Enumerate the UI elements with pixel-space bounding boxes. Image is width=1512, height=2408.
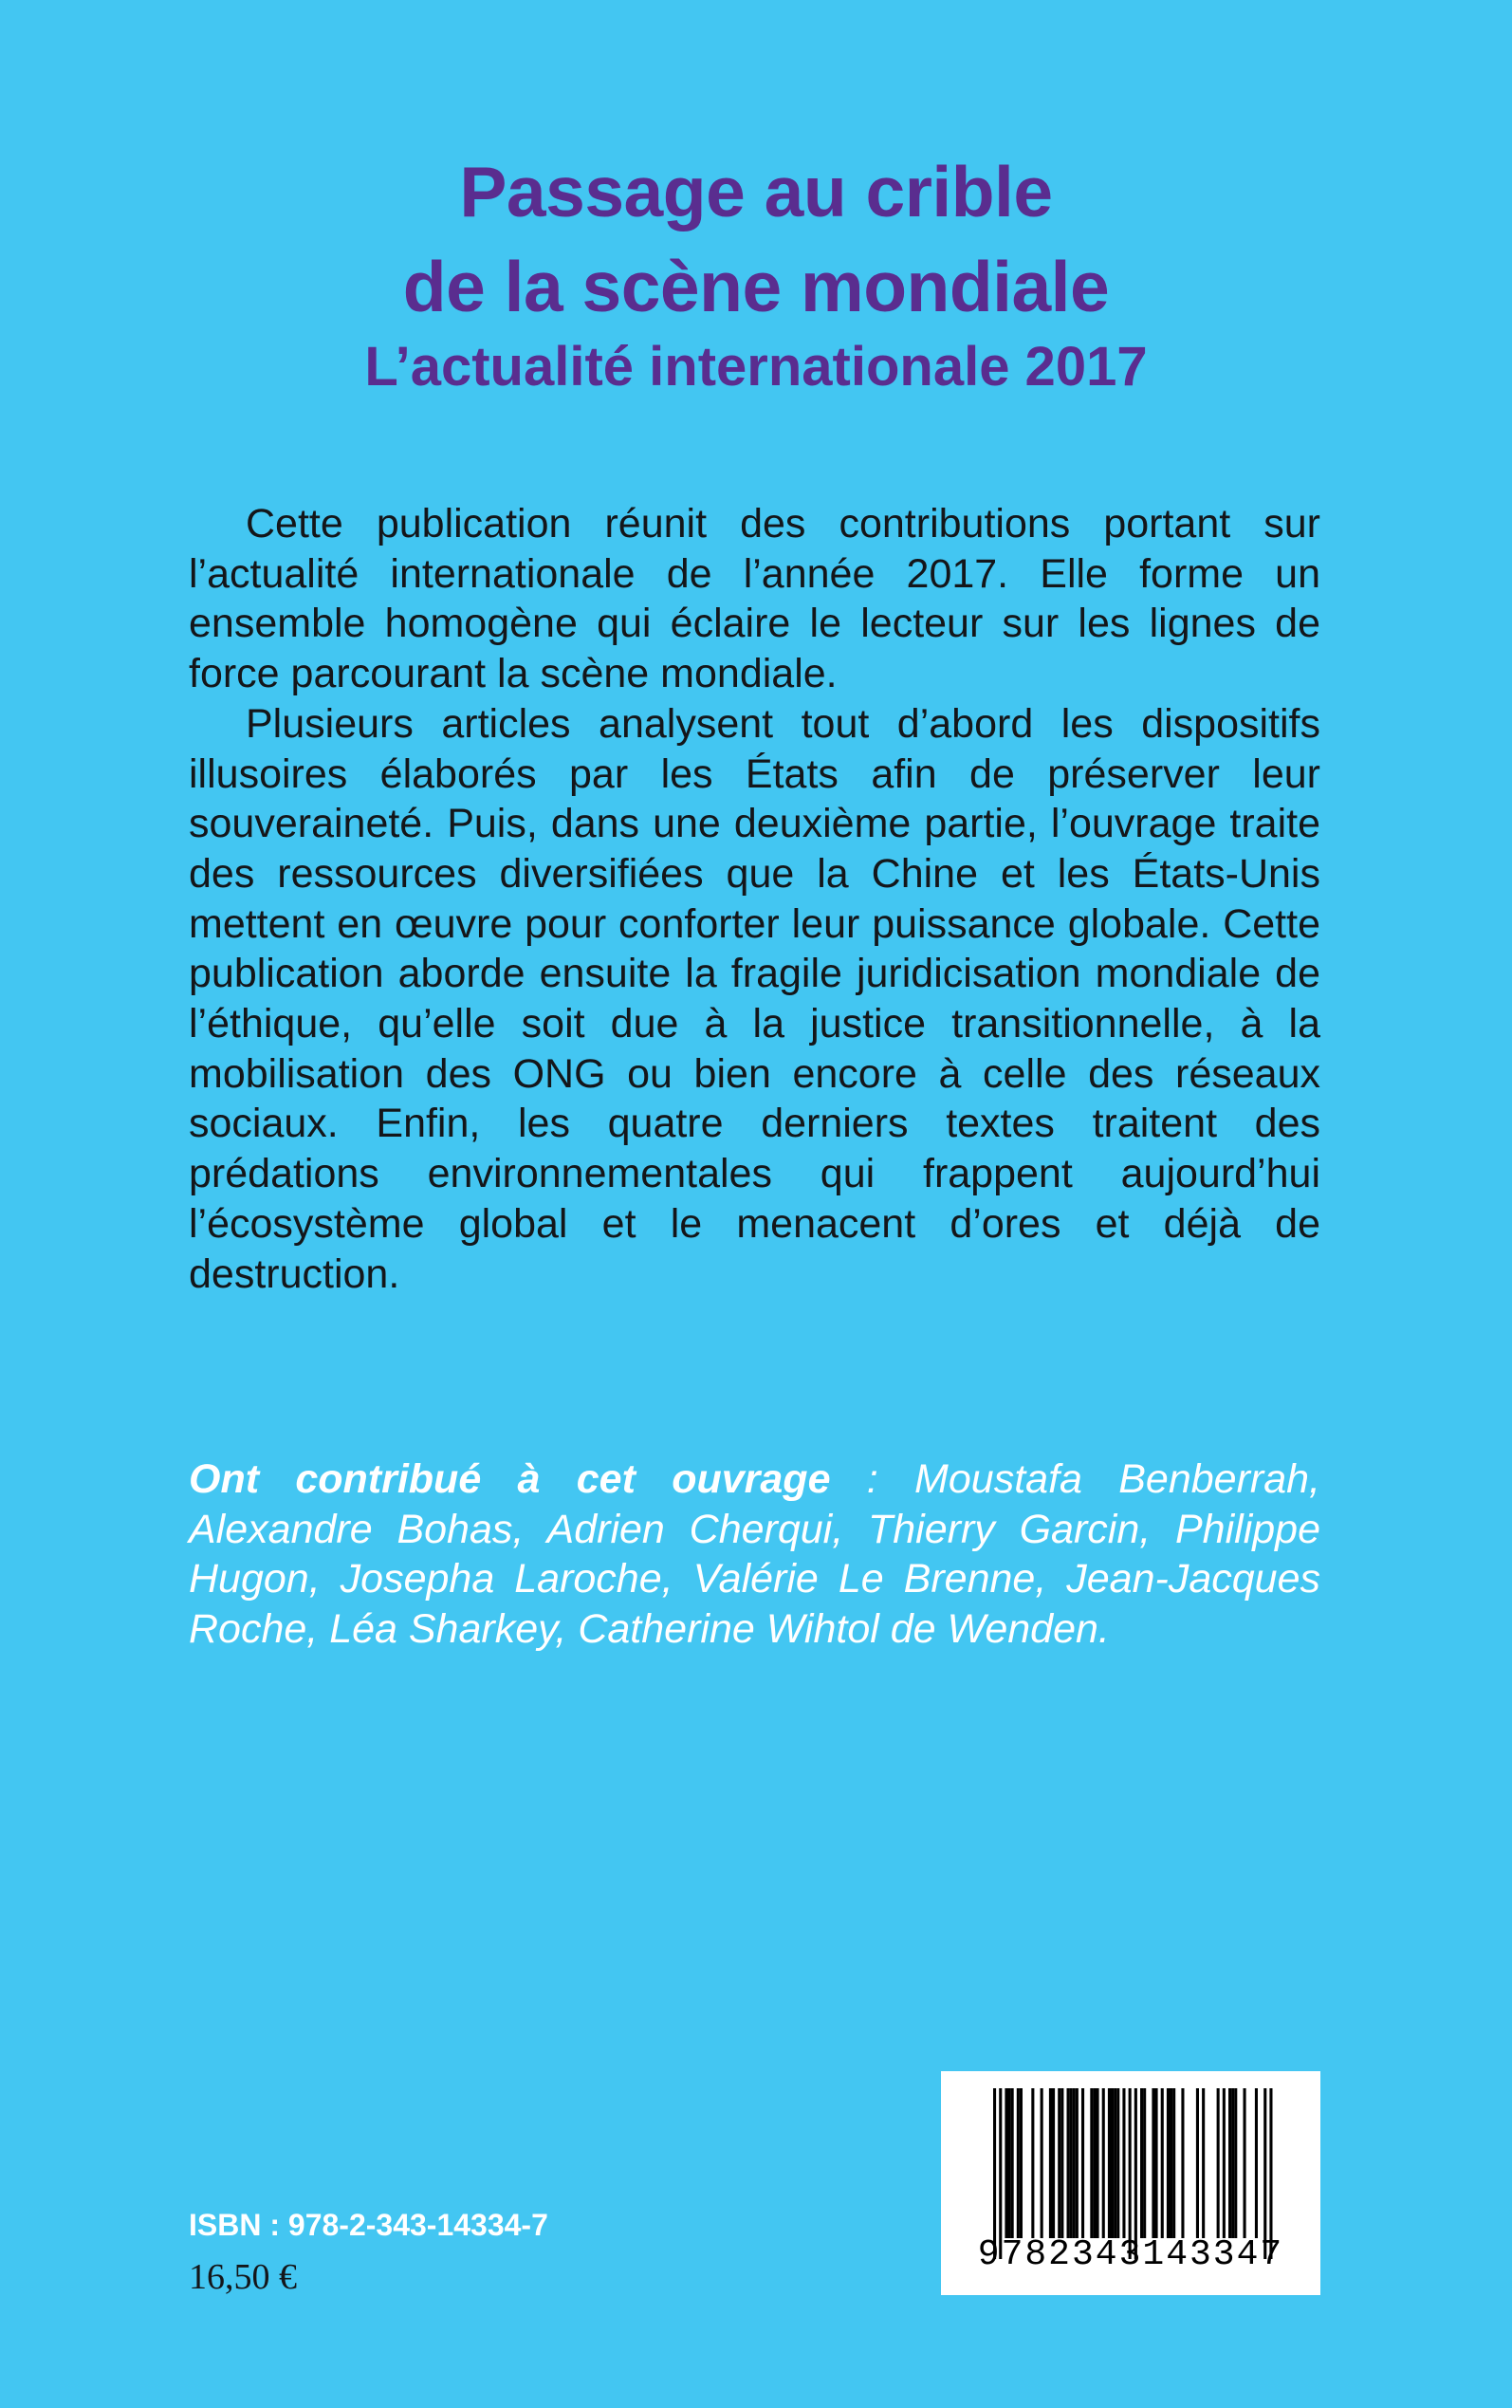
isbn: ISBN : 978-2-343-14334-7 bbox=[189, 2208, 548, 2242]
barcode-bar bbox=[1263, 2088, 1266, 2259]
barcode-bar bbox=[1111, 2088, 1114, 2238]
barcode-bar bbox=[1041, 2088, 1043, 2238]
barcode-number: 9782343143347 bbox=[977, 2234, 1284, 2275]
barcode-bar bbox=[1020, 2088, 1023, 2238]
barcode-bar bbox=[1172, 2088, 1175, 2238]
barcode-bar bbox=[999, 2088, 1002, 2259]
barcode-bar bbox=[1058, 2088, 1060, 2238]
barcode-bar bbox=[1049, 2088, 1052, 2238]
barcode-bar bbox=[1073, 2088, 1076, 2238]
book-title-line-2: de la scène mondiale bbox=[402, 247, 1110, 326]
barcode-bar bbox=[1076, 2088, 1079, 2238]
title-block bbox=[0, 144, 1512, 400]
barcode-bar bbox=[1116, 2088, 1119, 2238]
blurb-paragraph: Plusieurs articles analysent tout d’abord les dispositifs illusoires élaborés par les États afin de préserver leur souveraineté. Puis, dans une deuxième partie, l’ouvrage traite des ressources diversifiées que la Chine et les États-Unis mettent en œuvre pour conforter leur puissance globale. Cette publication aborde ensuite la fragile juridicisation mondiale de l’éthique, qu’elle soit due à la justice transitionnelle, à la mobilisation des ONG ou bien encore à celle des réseaux sociaux. Enfin, les quatre derniers textes traitent des prédations environnementales qui frappent aujourd’hui l’écosystème global et le menacent d’ores et déjà de destruction. bbox=[189, 700, 1320, 1297]
barcode-bar bbox=[1093, 2088, 1096, 2238]
price: 16,50 € bbox=[189, 2257, 297, 2297]
contributors bbox=[189, 1454, 1320, 1654]
barcode bbox=[941, 2071, 1320, 2295]
barcode-bar bbox=[1196, 2088, 1199, 2238]
barcode-bar bbox=[1070, 2088, 1073, 2238]
barcode-bar bbox=[1108, 2088, 1111, 2238]
barcode-bar bbox=[1244, 2088, 1246, 2238]
barcode-bar bbox=[1255, 2088, 1258, 2238]
barcode-bar bbox=[1202, 2088, 1205, 2238]
barcode-bar bbox=[1081, 2088, 1084, 2238]
blurb-paragraph: Cette publication réunit des contributions portant sur l’actualité internationale de l’année 2017. Elle forme un ensemble homogène qui éclaire le lecteur sur les lignes de force parcourant la scène mondiale. bbox=[189, 501, 1320, 697]
barcode-bar bbox=[1031, 2088, 1034, 2238]
contributors-list: : Moustafa Benberrah, Alexandre Bohas, Adrien Cherqui, Thierry Garcin, Philippe Hugon, Josepha Laroche, Valérie Le Brenne, Jean-Jacques Roche, Léa Sharkey, Catherine Wihtol de Wenden. bbox=[189, 1456, 1320, 1652]
barcode-bar bbox=[1090, 2088, 1093, 2238]
barcode-bar bbox=[1161, 2088, 1164, 2238]
barcode-bar bbox=[1008, 2088, 1011, 2238]
barcode-bar bbox=[1143, 2088, 1146, 2238]
barcode-bar bbox=[1005, 2088, 1007, 2238]
barcode-bar bbox=[1102, 2088, 1105, 2238]
barcode-bar bbox=[1017, 2088, 1020, 2238]
barcode-bar bbox=[1231, 2088, 1234, 2238]
barcode-bar bbox=[1223, 2088, 1226, 2238]
barcode-bar bbox=[1011, 2088, 1014, 2238]
blurb bbox=[189, 499, 1320, 1299]
barcode-bar bbox=[1129, 2088, 1132, 2259]
barcode-bar bbox=[1097, 2088, 1099, 2238]
barcode-bar bbox=[1122, 2088, 1125, 2238]
barcode-bar bbox=[1217, 2088, 1220, 2238]
barcode-bar bbox=[1228, 2088, 1231, 2238]
barcode-bar bbox=[1140, 2088, 1143, 2238]
barcode-bar bbox=[1234, 2088, 1237, 2238]
barcode-bar bbox=[1134, 2088, 1137, 2259]
barcode-bar bbox=[1060, 2088, 1063, 2238]
book-subtitle: L’actualité internationale 2017 bbox=[364, 336, 1148, 398]
barcode-bar bbox=[1067, 2088, 1070, 2238]
barcode-bar bbox=[1114, 2088, 1116, 2238]
book-title-line-1: Passage au crible bbox=[459, 152, 1053, 232]
contributors-lead: Ont contribué à cet ouvrage bbox=[189, 1456, 831, 1502]
barcode-bar bbox=[1170, 2088, 1172, 2238]
barcode-bar bbox=[993, 2088, 996, 2259]
barcode-bar bbox=[1181, 2088, 1184, 2238]
barcode-bar bbox=[1052, 2088, 1055, 2238]
barcode-bar bbox=[1155, 2088, 1158, 2238]
barcode-bar bbox=[1269, 2088, 1272, 2259]
barcode-bar bbox=[1152, 2088, 1154, 2238]
barcode-bar bbox=[1167, 2088, 1170, 2238]
